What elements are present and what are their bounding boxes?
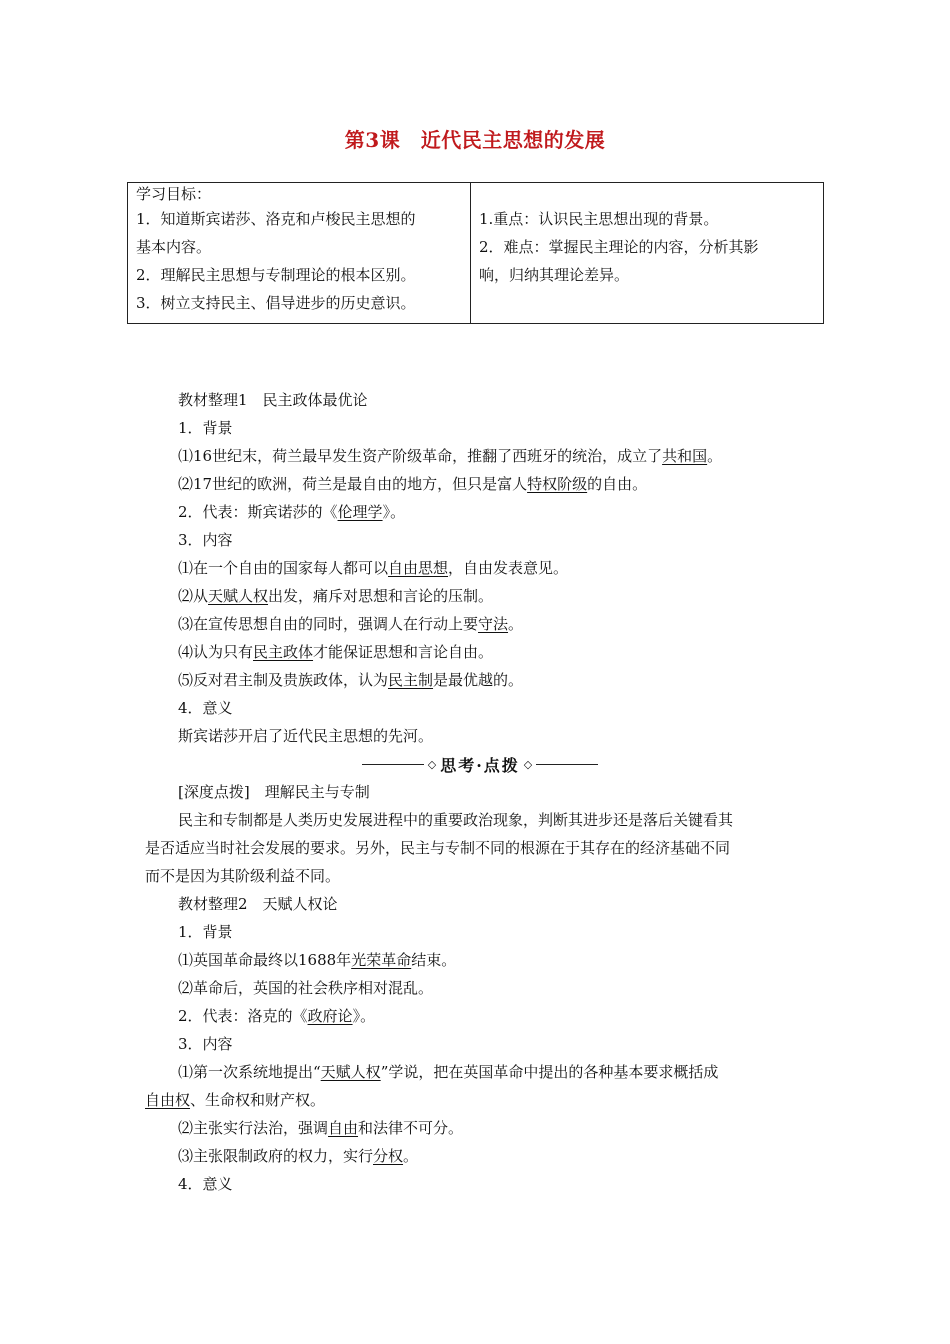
list-item: ⑵主张实行法治，强调自由和法律不可分。 bbox=[178, 1119, 464, 1137]
objective-item: 基本内容。 bbox=[136, 238, 212, 256]
key-term: 政府论 bbox=[307, 1007, 353, 1025]
objectives-left-cell bbox=[128, 183, 471, 323]
list-item: ⑴在一个自由的国家每人都可以自由思想，自由发表意见。 bbox=[178, 559, 569, 577]
sub-label: 1．背景 bbox=[178, 923, 233, 941]
sub-label: 4．意义 bbox=[178, 1175, 233, 1193]
key-term: 天赋人权 bbox=[208, 587, 269, 605]
divider-line bbox=[536, 764, 598, 765]
key-term: 自由 bbox=[328, 1119, 359, 1137]
section-heading: 教材整理1 民主政体最优论 bbox=[178, 391, 368, 409]
objective-item: 1．知道斯宾诺莎、洛克和卢梭民主思想的 bbox=[136, 210, 416, 228]
diamond-icon: ◇ bbox=[427, 757, 437, 771]
key-term: 自由思想 bbox=[388, 559, 449, 577]
objectives-header: 学习目标： bbox=[136, 185, 212, 203]
focus-item: 2．难点：掌握民主理论的内容，分析其影 bbox=[479, 238, 759, 256]
list-item: ⑵17世纪的欧洲，荷兰是最自由的地方，但只是富人特权阶级的自由。 bbox=[178, 475, 648, 493]
paragraph-text: 斯宾诺莎开启了近代民主思想的先河。 bbox=[178, 727, 434, 745]
list-item: ⑴16世纪末，荷兰最早发生资产阶级革命，推翻了西班牙的统治，成立了共和国。 bbox=[178, 447, 723, 465]
insight-heading: [深度点拨] 理解民主与专制 bbox=[178, 783, 370, 801]
page-title: 第3课 近代民主思想的发展 bbox=[344, 128, 606, 152]
objectives-right-cell bbox=[471, 183, 823, 323]
list-item: ⑷认为只有民主政体才能保证思想和言论自由。 bbox=[178, 643, 494, 661]
sub-label: 3．内容 bbox=[178, 1035, 233, 1053]
list-item: ⑴第一次系统地提出“天赋人权”学说，把在英国革命中提出的各种基本要求概括成 bbox=[178, 1063, 719, 1081]
sub-label: 3．内容 bbox=[178, 531, 233, 549]
main-content bbox=[145, 386, 815, 1198]
key-term: 天赋人权 bbox=[320, 1063, 381, 1081]
key-term: 守法 bbox=[478, 615, 509, 633]
sub-label: 4．意义 bbox=[178, 699, 233, 717]
list-item: ⑵从天赋人权出发，痛斥对思想和言论的压制。 bbox=[178, 587, 494, 605]
list-item: ⑵革命后，英国的社会秩序相对混乱。 bbox=[178, 979, 434, 997]
key-term: 分权 bbox=[373, 1147, 404, 1165]
list-item: ⑴英国革命最终以1688年光荣革命结束。 bbox=[178, 951, 457, 969]
list-item-continued: 自由权、生命权和财产权。 bbox=[145, 1091, 326, 1109]
objectives-table bbox=[127, 182, 824, 324]
key-term: 民主制 bbox=[388, 671, 434, 689]
list-item: ⑶主张限制政府的权力，实行分权。 bbox=[178, 1147, 419, 1165]
key-term: 自由权 bbox=[145, 1091, 191, 1109]
list-item: ⑶在宣传思想自由的同时，强调人在行动上要守法。 bbox=[178, 615, 524, 633]
key-term: 特权阶级 bbox=[527, 475, 588, 493]
focus-item: 响，归纳其理论差异。 bbox=[479, 266, 630, 284]
key-term: 共和国 bbox=[662, 447, 708, 465]
list-item: ⑸反对君主制及贵族政体，认为民主制是最优越的。 bbox=[178, 671, 524, 689]
paragraph-text: 是否适应当时社会发展的要求。另外，民主与专制不同的根源在于其存在的经济基础不同 bbox=[145, 839, 731, 857]
list-item: 2．代表：洛克的《政府论》。 bbox=[178, 1007, 376, 1025]
list-item: 2．代表：斯宾诺莎的《伦理学》。 bbox=[178, 503, 406, 521]
divider-title: 思考·点拨 bbox=[440, 755, 520, 775]
key-term: 民主政体 bbox=[253, 643, 314, 661]
paragraph-text: 而不是因为其阶级利益不同。 bbox=[145, 867, 341, 885]
focus-item: 1.重点：认识民主思想出现的背景。 bbox=[479, 210, 719, 228]
paragraph-text: 民主和专制都是人类历史发展进程中的重要政治现象，判断其进步还是落后关键看其 bbox=[178, 811, 734, 829]
divider-line bbox=[362, 764, 424, 765]
sub-label: 1．背景 bbox=[178, 419, 233, 437]
key-term: 伦理学 bbox=[337, 503, 383, 521]
objective-item: 3．树立支持民主、倡导进步的历史意识。 bbox=[136, 294, 416, 312]
key-term: 光荣革命 bbox=[351, 951, 412, 969]
diamond-icon: ◇ bbox=[523, 757, 533, 771]
section-divider bbox=[145, 750, 815, 778]
section-heading: 教材整理2 天赋人权论 bbox=[178, 895, 338, 913]
objective-item: 2．理解民主思想与专制理论的根本区别。 bbox=[136, 266, 416, 284]
